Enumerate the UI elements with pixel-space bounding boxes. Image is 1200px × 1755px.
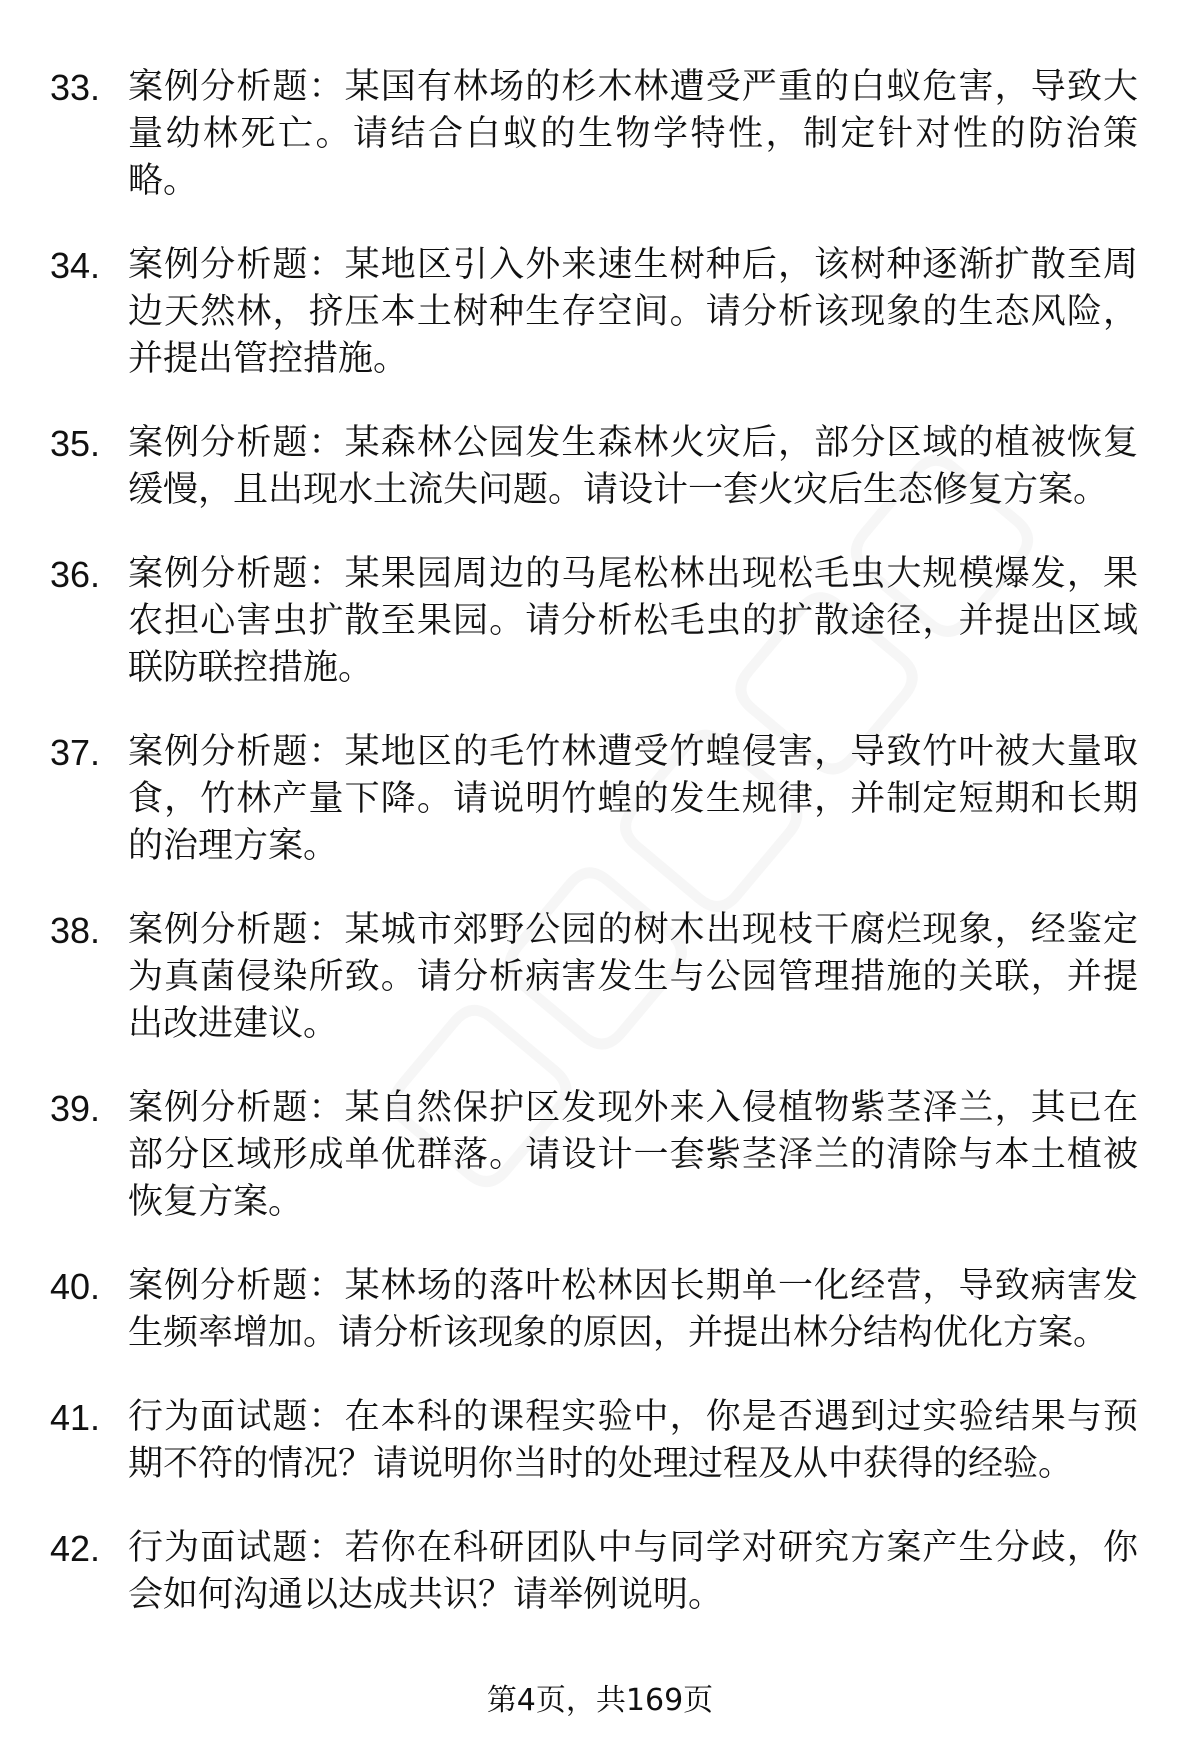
question-text: 行为面试题：若你在科研团队中与同学对研究方案产生分歧，你会如何沟通以达成共识？请举例说明。 <box>128 1528 1138 1615</box>
question-item <box>50 1394 1140 1488</box>
question-number: 41. <box>50 1397 101 1438</box>
question-item <box>50 1085 1140 1226</box>
question-item <box>50 729 1140 870</box>
question-text: 案例分析题：某城市郊野公园的树木出现枝干腐烂现象，经鉴定为真菌侵染所致。请分析病害发生与公园管理措施的关联，并提出改进建议。 <box>128 910 1138 1044</box>
question-text: 案例分析题：某森林公园发生森林火灾后，部分区域的植被恢复缓慢，且出现水土流失问题。请设计一套火灾后生态修复方案。 <box>128 423 1138 510</box>
question-text: 行为面试题：在本科的课程实验中，你是否遇到过实验结果与预期不符的情况？请说明你当时的处理过程及从中获得的经验。 <box>128 1397 1138 1484</box>
question-number: 33. <box>50 67 101 108</box>
question-number: 36. <box>50 554 101 595</box>
question-text: 案例分析题：某国有林场的杉木林遭受严重的白蚁危害，导致大量幼林死亡。请结合白蚁的生物学特性，制定针对性的防治策略。 <box>128 67 1138 201</box>
question-item <box>50 1525 1140 1619</box>
question-text: 案例分析题：某林场的落叶松林因长期单一化经营，导致病害发生频率增加。请分析该现象的原因，并提出林分结构优化方案。 <box>128 1266 1138 1353</box>
question-text: 案例分析题：某地区的毛竹林遭受竹蝗侵害，导致竹叶被大量取食，竹林产量下降。请说明竹蝗的发生规律，并制定短期和长期的治理方案。 <box>128 732 1138 866</box>
question-number: 37. <box>50 732 101 773</box>
question-item <box>50 242 1140 383</box>
question-item <box>50 64 1140 205</box>
page-footer: 第4页，共169页 <box>486 1683 714 1718</box>
question-list <box>50 64 1140 1656</box>
question-number: 39. <box>50 1088 101 1129</box>
question-text: 案例分析题：某地区引入外来速生树种后，该树种逐渐扩散至周边天然林，挤压本土树种生存空间。请分析该现象的生态风险，并提出管控措施。 <box>128 245 1138 379</box>
question-item <box>50 907 1140 1048</box>
question-item <box>50 1263 1140 1357</box>
question-text: 案例分析题：某果园周边的马尾松林出现松毛虫大规模爆发，果农担心害虫扩散至果园。请分析松毛虫的扩散途径，并提出区域联防联控措施。 <box>128 554 1138 688</box>
question-item <box>50 420 1140 514</box>
question-number: 38. <box>50 910 101 951</box>
question-number: 42. <box>50 1528 101 1569</box>
question-item <box>50 551 1140 692</box>
question-number: 40. <box>50 1266 101 1307</box>
question-text: 案例分析题：某自然保护区发现外来入侵植物紫茎泽兰，其已在部分区域形成单优群落。请设计一套紫茎泽兰的清除与本土植被恢复方案。 <box>128 1088 1138 1222</box>
question-number: 34. <box>50 245 101 286</box>
question-number: 35. <box>50 423 101 464</box>
